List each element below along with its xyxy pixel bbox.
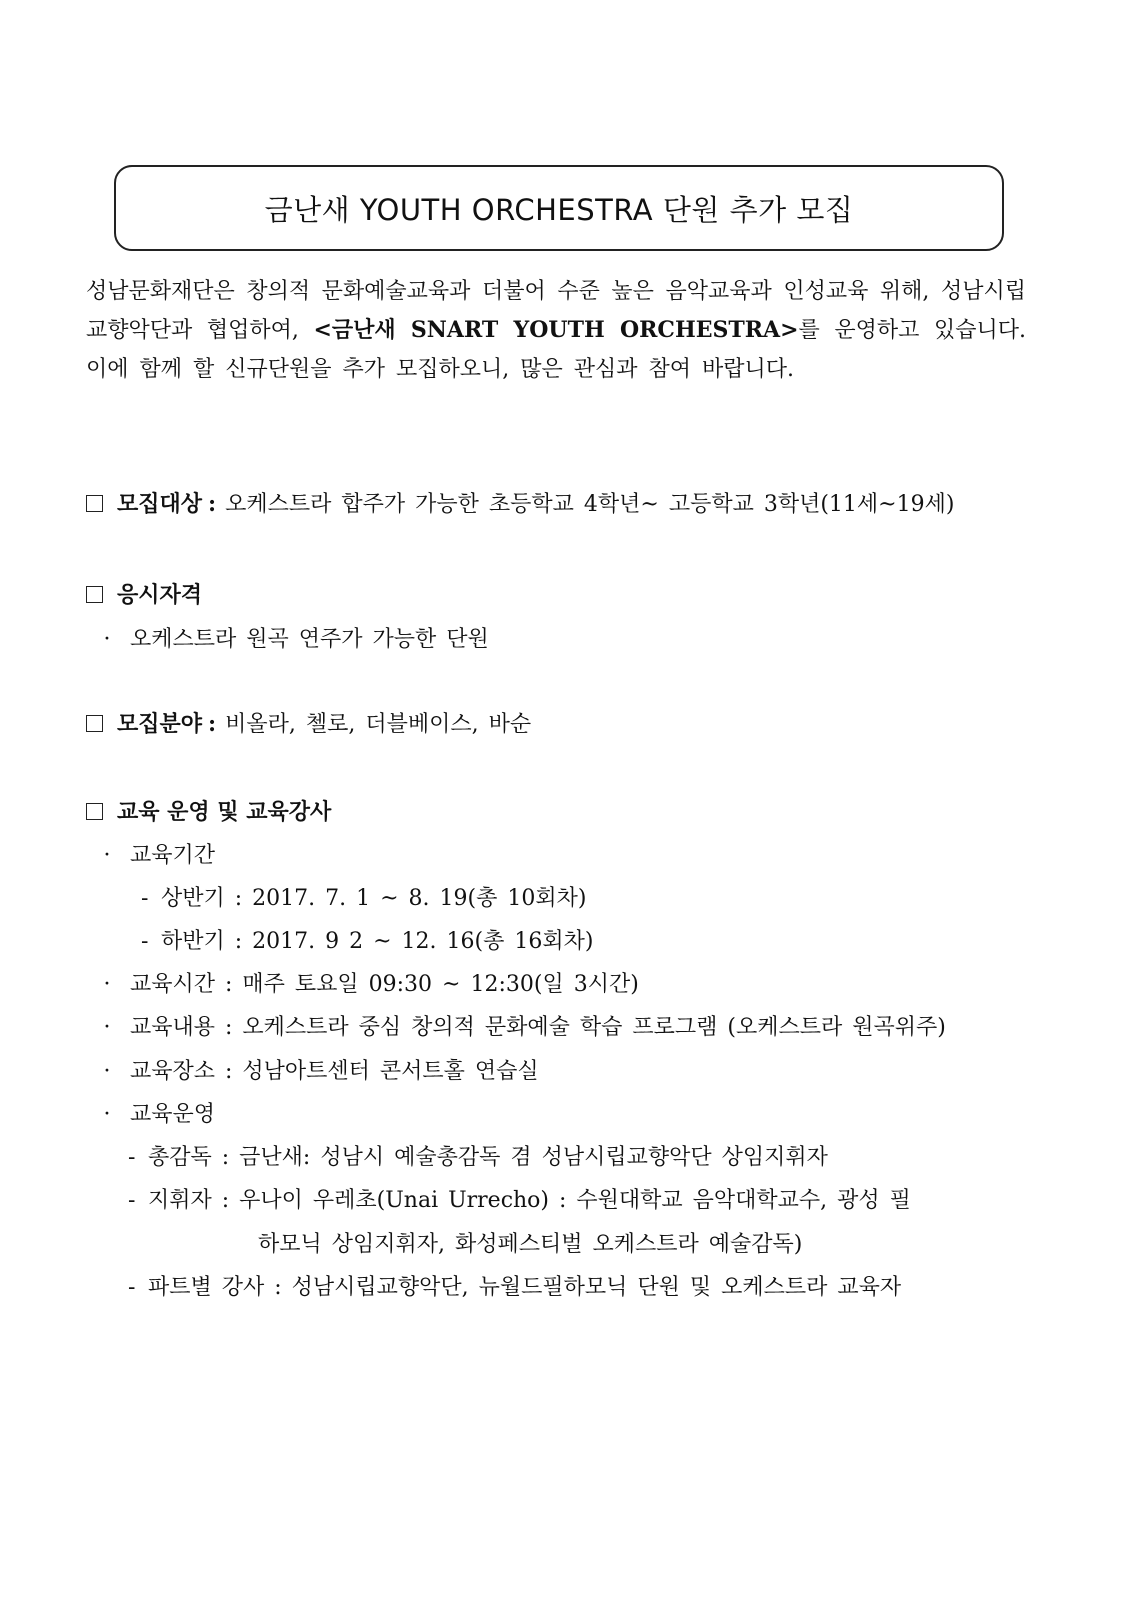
section-target-value: 오케스트라 합주가 가능한 초등학교 4학년~ 고등학교 3학년(11세~19세) (225, 492, 955, 517)
education-conductor (128, 1183, 911, 1214)
education-director (128, 1140, 828, 1171)
qualification-item-text: 오케스트라 원곡 연주가 가능한 단원 (130, 627, 489, 652)
title-box (114, 165, 1004, 251)
education-period-first (141, 881, 586, 912)
education-period-first-text: 상반기 : 2017. 7. 1 ~ 8. 19(총 10회차) (161, 886, 587, 911)
intro-paragraph (86, 272, 1026, 389)
section-qualification-label: 응시자격 (117, 582, 203, 608)
education-instructors-text: 파트별 강사 : 성남시립교향악단, 뉴월드필하모닉 단원 및 오케스트라 교육자 (148, 1275, 902, 1300)
checkbox-square-icon (86, 495, 103, 512)
dash-marker: - (141, 886, 149, 911)
education-conductor-text-line2: 하모닉 상임지휘자, 화성페스티벌 오케스트라 예술감독) (258, 1232, 803, 1257)
section-target-sep: : (208, 491, 217, 517)
section-field-sep: : (208, 711, 217, 737)
section-field-label: 모집분야 (117, 711, 203, 737)
education-operation-label: 교육운영 (130, 1102, 216, 1127)
education-time-text: 교육시간 : 매주 토요일 09:30 ~ 12:30(일 3시간) (130, 972, 639, 997)
education-conductor-continued (258, 1227, 802, 1258)
education-period-label: 교육기간 (130, 843, 216, 868)
education-operation (84, 1097, 215, 1128)
qualification-item (84, 622, 489, 653)
checkbox-square-icon (86, 715, 103, 732)
dash-marker: - (141, 929, 149, 954)
education-instructors (128, 1270, 901, 1301)
education-period (84, 838, 215, 869)
page-title: 금난새 YOUTH ORCHESTRA 단원 추가 모집 (264, 192, 854, 227)
intro-highlight: <금난새 SNART YOUTH ORCHESTRA> (313, 317, 799, 343)
education-place (84, 1054, 539, 1085)
checkbox-square-icon (86, 803, 103, 820)
section-field (86, 707, 531, 738)
dash-marker: - (128, 1188, 136, 1213)
bullet-dot-icon: · (103, 1102, 111, 1127)
education-content-text: 교육내용 : 오케스트라 중심 창의적 문화예술 학습 프로그램 (오케스트라 원곡위주) (130, 1015, 946, 1040)
education-period-second-text: 하반기 : 2017. 9 2 ~ 12. 16(총 16회차) (161, 929, 594, 954)
section-education (86, 795, 331, 826)
section-target-label: 모집대상 (117, 491, 203, 517)
education-place-text: 교육장소 : 성남아트센터 콘서트홀 연습실 (130, 1059, 539, 1084)
intro-text-part1: 성남문화재단은 창의적 문화예술교육과 더불어 수준 높은 음악교육과 인성교육 위해, 성남시립교향악단과 협업하여, (86, 279, 1026, 343)
education-conductor-text-line1: 지휘자 : 우나이 우레초(Unai Urrecho) : 수원대학교 음악대학교수, 광성 필 (148, 1188, 911, 1213)
section-target (86, 487, 954, 518)
education-director-text: 총감독 : 금난새: 성남시 예술총감독 겸 성남시립교향악단 상임지휘자 (148, 1145, 828, 1170)
section-education-label: 교육 운영 및 교육강사 (117, 799, 332, 825)
dash-marker: - (128, 1145, 136, 1170)
intro-text-part2: 를 운영하고 있습니다. 이에 함께 할 신규단원을 추가 모집하오니, 많은 관심과 참여 바랍니다. (86, 318, 1027, 382)
bullet-dot-icon: · (103, 1015, 111, 1040)
section-field-value: 비올라, 첼로, 더블베이스, 바순 (225, 712, 532, 737)
bullet-dot-icon: · (103, 1059, 111, 1084)
bullet-dot-icon: · (103, 972, 111, 997)
bullet-dot-icon: · (103, 843, 111, 868)
education-time (84, 967, 639, 998)
education-period-second (141, 924, 593, 955)
education-content (84, 1010, 946, 1041)
dash-marker: - (128, 1275, 136, 1300)
bullet-dot-icon: · (103, 627, 111, 652)
section-qualification (86, 578, 202, 609)
checkbox-square-icon (86, 586, 103, 603)
